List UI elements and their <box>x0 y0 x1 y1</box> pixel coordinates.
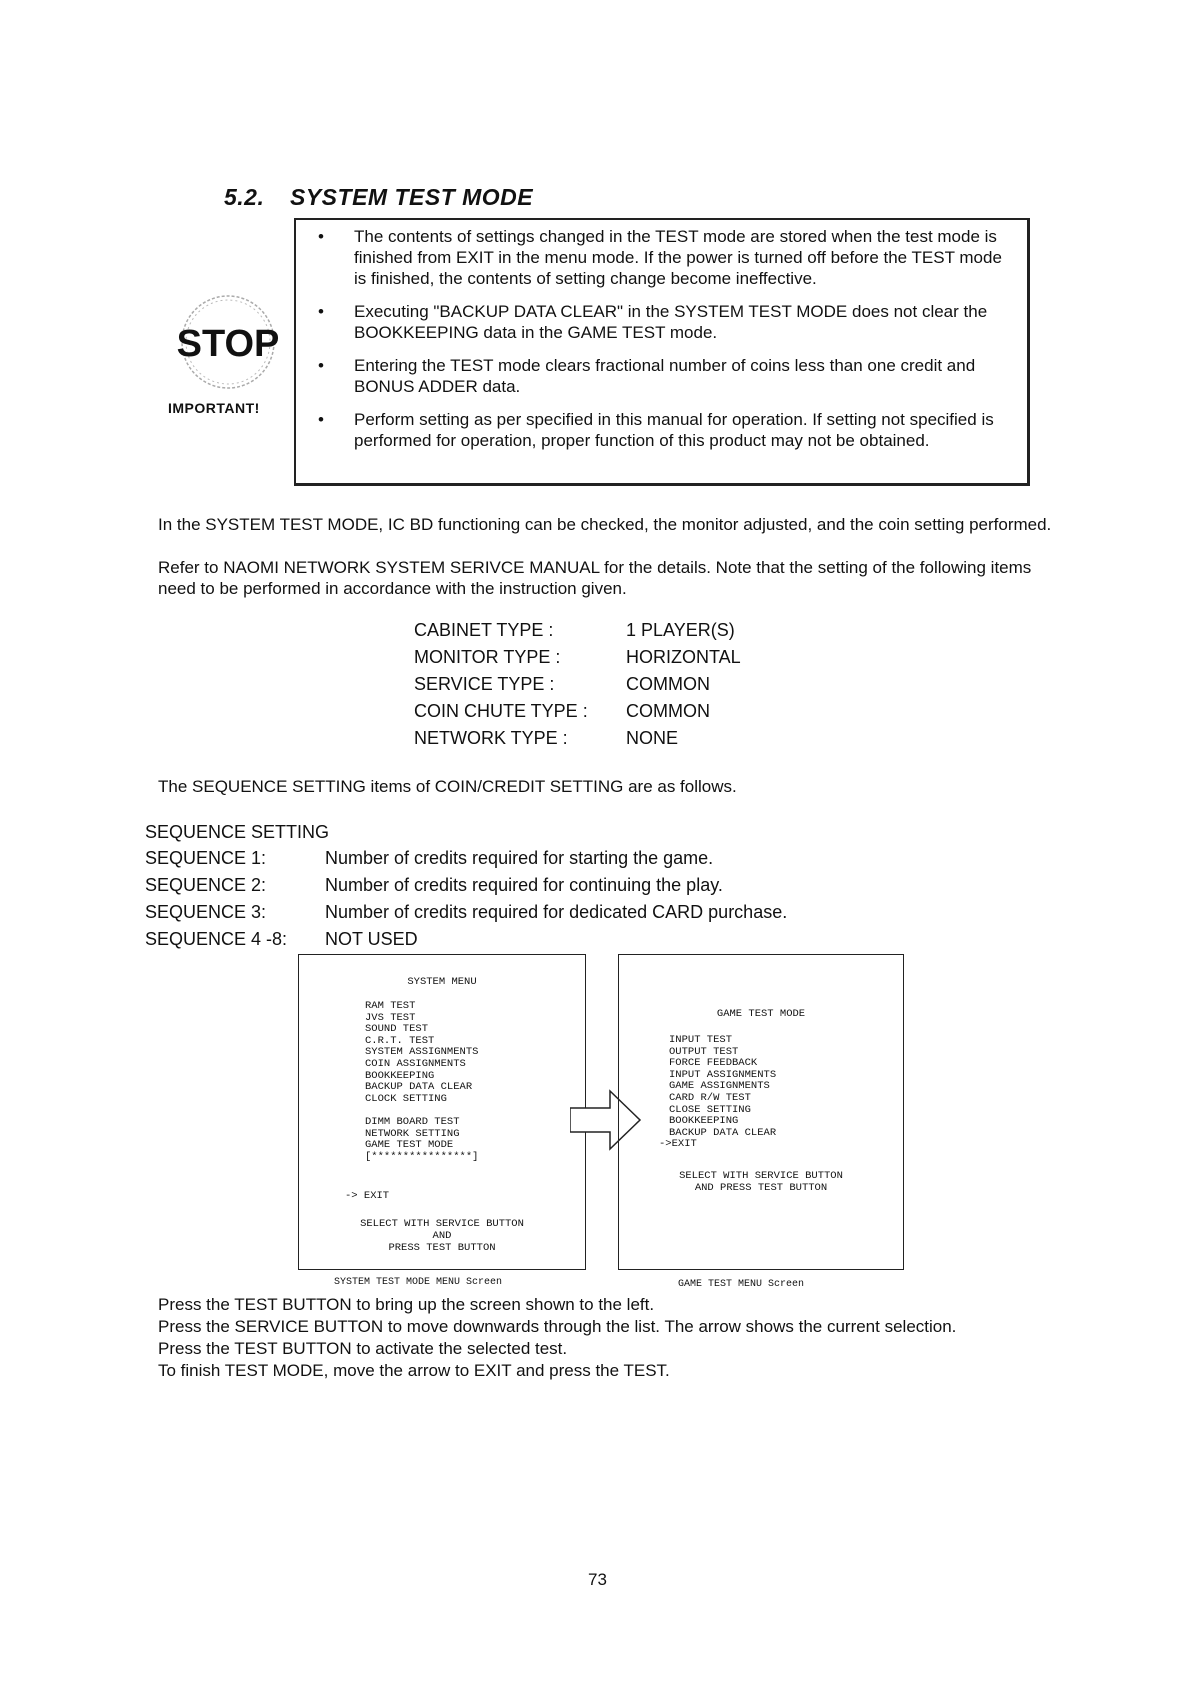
settings-table <box>414 620 741 755</box>
menu-item: OUTPUT TEST <box>669 1045 739 1058</box>
game-menu-screen <box>618 954 904 1270</box>
menu-item: SYSTEM ASSIGNMENTS <box>365 1046 479 1059</box>
system-menu-screen <box>298 954 586 1270</box>
section-title: SYSTEM TEST MODE <box>290 184 534 210</box>
menu-item: BOOKKEEPING <box>365 1069 435 1082</box>
system-menu-list <box>365 1001 478 1105</box>
menu-item: BACKUP DATA CLEAR <box>669 1126 777 1139</box>
system-menu-footer-1: SELECT WITH SERVICE BUTTON <box>360 1218 524 1230</box>
menu-item: CLOCK SETTING <box>365 1092 447 1105</box>
sequence-intro: The SEQUENCE SETTING items of COIN/CREDIT SETTING are as follows. <box>158 777 737 796</box>
sequence-title: SEQUENCE SETTING <box>145 822 330 842</box>
stop-sign-text: STOP <box>176 323 280 365</box>
menu-item: CARD R/W TEST <box>669 1091 751 1104</box>
notice-item: • Entering the TEST mode clears fractional number of coins less than one credit and BONUS ADDER data. <box>318 356 976 396</box>
sequence-row: SEQUENCE 2: Number of credits required for continuing the play. <box>145 875 723 895</box>
important-label: IMPORTANT! <box>168 400 260 416</box>
bullet: • <box>318 356 324 375</box>
intro-paragraph-1: In the SYSTEM TEST MODE, IC BD functioning can be checked, the monitor adjusted, and the coin setting performed. <box>158 515 1052 534</box>
menu-item: NETWORK SETTING <box>365 1127 460 1140</box>
instruction-line: Press the TEST BUTTON to bring up the screen shown to the left. <box>158 1295 655 1314</box>
game-menu-caption: GAME TEST MENU Screen <box>678 1279 805 1290</box>
system-menu-title: SYSTEM MENU <box>407 976 477 988</box>
settings-row: NETWORK TYPE : NONE <box>414 728 679 748</box>
menu-item: GAME TEST MODE <box>365 1139 454 1152</box>
notice-item: • The contents of settings changed in the TEST mode are stored when the test mode is finished from EXIT in the menu mode. If the power is turned off before the TEST mode is finished, the contents of setting change become ineffective. <box>318 227 1002 288</box>
menu-item: SOUND TEST <box>365 1023 429 1036</box>
menu-item: COIN ASSIGNMENTS <box>365 1057 466 1070</box>
system-menu-list-2 <box>365 1117 478 1163</box>
game-menu-footer-2: AND PRESS TEST BUTTON <box>694 1182 828 1194</box>
sequence-row: SEQUENCE 3: Number of credits required for dedicated CARD purchase. <box>145 902 788 922</box>
sequence-row: SEQUENCE 1: Number of credits required for starting the game. <box>145 848 714 868</box>
menu-item: GAME ASSIGNMENTS <box>669 1080 770 1093</box>
menu-item: RAM TEST <box>365 1000 416 1012</box>
stop-sign-icon <box>176 290 284 410</box>
notice-item: • Perform setting as per specified in this manual for operation. If setting not specified is performed for operation, proper function of this product may not be obtained. <box>318 410 994 450</box>
menu-item: FORCE FEEDBACK <box>669 1057 758 1070</box>
menu-item: CLOSE SETTING <box>669 1103 751 1116</box>
section-heading <box>224 184 533 211</box>
menu-item: [****************] <box>365 1150 479 1163</box>
menu-item: INPUT ASSIGNMENTS <box>669 1068 777 1081</box>
game-menu-list <box>659 1034 777 1151</box>
menu-item: C.R.T. TEST <box>365 1034 435 1047</box>
system-menu-exit: -> EXIT <box>345 1190 390 1202</box>
bullet: • <box>318 410 324 429</box>
instruction-line: Press the SERVICE BUTTON to move downwards through the list. The arrow shows the current selection. <box>158 1317 957 1336</box>
instruction-line: Press the TEST BUTTON to activate the selected test. <box>158 1339 568 1358</box>
menu-item: ->EXIT <box>659 1138 697 1151</box>
notice-box <box>294 218 1030 486</box>
sequence-table <box>145 848 787 956</box>
system-menu-footer-3: PRESS TEST BUTTON <box>388 1242 496 1254</box>
menu-item: DIMM BOARD TEST <box>365 1116 460 1128</box>
settings-row: COIN CHUTE TYPE : COMMON <box>414 701 710 721</box>
settings-row: MONITOR TYPE : HORIZONTAL <box>414 647 741 667</box>
intro-paragraph-2: Refer to NAOMI NETWORK SYSTEM SERIVCE MANUAL for the details. Note that the setting of the following items need to be performed in accordance with the instruction given. <box>158 558 1032 598</box>
instruction-line: To finish TEST MODE, move the arrow to EXIT and press the TEST. <box>158 1361 670 1380</box>
notice-item: • Executing "BACKUP DATA CLEAR" in the SYSTEM TEST MODE does not clear the BOOKKEEPING data in the GAME TEST mode. <box>318 302 988 342</box>
bullet: • <box>318 302 324 321</box>
menu-item: BOOKKEEPING <box>669 1115 739 1128</box>
menu-item: BACKUP DATA CLEAR <box>365 1081 473 1094</box>
game-menu-title: GAME TEST MODE <box>716 1008 806 1020</box>
sequence-row: SEQUENCE 4 -8: NOT USED <box>145 929 418 949</box>
system-menu-footer-2: AND <box>432 1230 452 1242</box>
settings-row: SERVICE TYPE : COMMON <box>414 674 710 694</box>
settings-row: CABINET TYPE : 1 PLAYER(S) <box>414 620 735 640</box>
page-number: 73 <box>588 1570 607 1589</box>
menu-item: INPUT TEST <box>669 1034 733 1046</box>
section-number: 5.2. <box>224 184 265 210</box>
bullet: • <box>318 227 324 246</box>
game-menu-footer-1: SELECT WITH SERVICE BUTTON <box>679 1170 843 1182</box>
system-menu-caption: SYSTEM TEST MODE MENU Screen <box>334 1277 503 1288</box>
menu-item: JVS TEST <box>365 1011 416 1024</box>
